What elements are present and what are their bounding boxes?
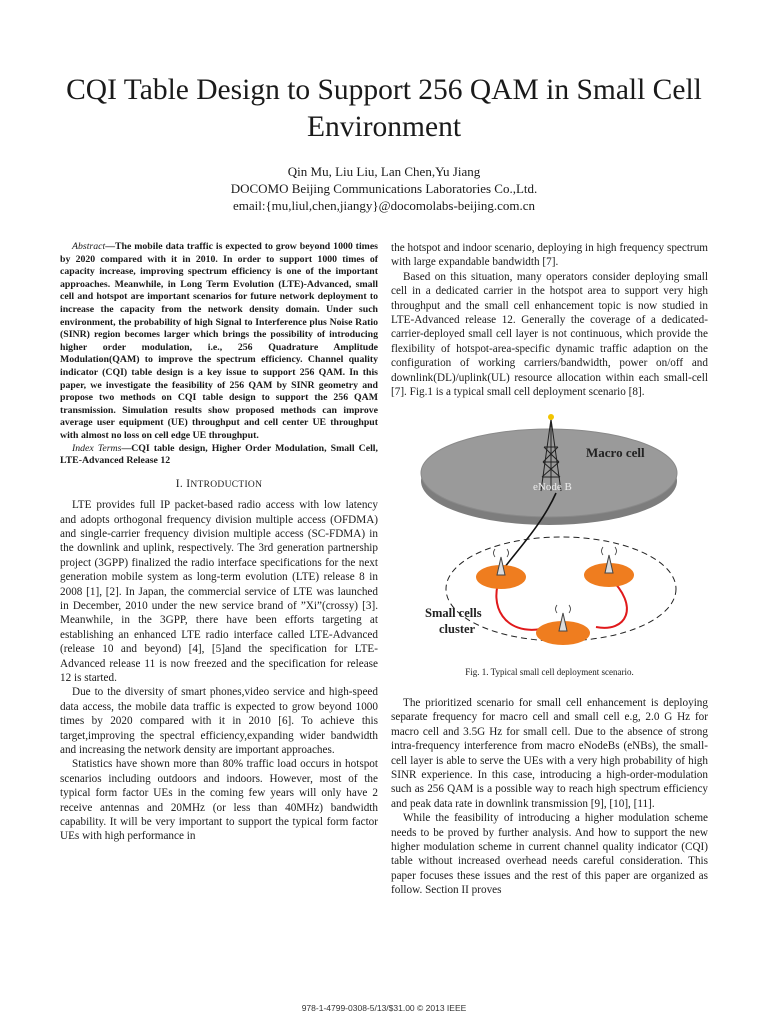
paper-title: CQI Table Design to Support 256 QAM in Small Cell Environment bbox=[66, 74, 702, 143]
author-affiliation: DOCOMO Beijing Communications Laboratories Co.,Ltd. bbox=[230, 181, 538, 196]
body-paragraph: LTE provides full IP packet-based radio access with low latency and adopts orthogonal frequency division multiple access (OFDMA) and single-carrier frequency division multiple access (SC-FDMA) in the downlink and uplink, respectively. The 3rd generation partnership project (3GPP) finalized the radio interface specifications for the next generation mobile system as long-term evolution (LTE) release 8 in 2008 [1], [2]. In Japan, the commercial service of LTE was launched in December, 2010 under the new service brand of ”Xi”(crossy) [3]. Meanwhile, in the 3GPP, there have been efforts targeting at establishing an enhanced LTE radio interface called LTE-Advanced (release 10 and beyond) [4], [5]and the specification for LTE-Advanced release 11 is now freezed and the specification for release 12 is started. bbox=[60, 499, 378, 684]
figure-small-cell-deployment bbox=[391, 407, 708, 665]
author-block bbox=[40, 163, 728, 214]
cluster-label-line2: cluster bbox=[439, 622, 476, 637]
index-terms-label: Index Terms bbox=[72, 442, 122, 454]
section-heading-introduction bbox=[60, 477, 378, 492]
macro-cell-disc bbox=[421, 429, 677, 517]
macro-cell-label: Macro cell bbox=[586, 445, 645, 461]
right-column bbox=[391, 241, 708, 898]
body-paragraph: the hotspot and indoor scenario, deploying in high frequency spectrum with large expandable bandwidth [7]. bbox=[391, 242, 708, 269]
abstract-text: —The mobile data traffic is expected to grow beyond 1000 times by 2020 compared with it in 2010. In order to support 1000 times of capacity increase, improving spectrum efficiency is one of the important approaches. Meanwhile, in Long Term Evolution (LTE)-Advanced, small cell and hotspot are important scenarios for future network deployment to increase the capacity from the network density domain. Under such environment, the probability of high Signal to Interference plus Noise Ratio (SINR) region becomes larger which brings the possibility of introducing higher order modulation, i.e., 256 Quadrature Amplitude Modulation(QAM) to improve the spectrum efficiency. Channel quality indicator (CQI) table design is a key issue to support 256 QAM. In this paper, we investigate the feasibility of 256 QAM by SINR geometry and propose two methods on CQI table design to support the 256 QAM transmission. Simulation results show proposed methods can improve average user equipment (UE) throughput and cell center UE throughput with almost no loss on cell edge UE throughput. bbox=[60, 241, 378, 441]
abstract-label: Abstract bbox=[72, 241, 106, 252]
body-paragraph: While the feasibility of introducing a higher modulation scheme needs to be proved by further analysis. And how to support the new higher modulation scheme in current channel quality indicator (CQI) table without increased overhead needs careful consideration. This paper focuses these issues and the rest of this paper are organized as follow. Section II proves bbox=[391, 812, 708, 897]
index-terms bbox=[60, 443, 378, 468]
body-paragraph: The prioritized scenario for small cell enhancement is deploying separate frequency for macro cell and small cell e.g, 2.0 G Hz for macro cell and 3.5G Hz for small cell. Due to the absence of strong intra-frequency interference from macro eNodeBs (eNBs), the small-cell layer is able to serve the UEs with a very high probability of high SINR experience. In this case, introducing a high-order-modulation such as 256 QAM is a possible way to reach high spectrum efficiency and peak data rate in downlink transmission [9], [10], [11]. bbox=[391, 696, 708, 810]
section-numeral: I. I bbox=[175, 477, 191, 490]
author-names: Qin Mu, Liu Liu, Lan Chen,Yu Jiang bbox=[287, 164, 481, 179]
body-paragraph: Based on this situation, many operators consider deploying small cell in a dedicated carrier in the hotspot area to support very high throughput and the small cell enhancement topic is now studied in LTE-Advanced release 12. Generally the coverage of a dedicated-carrier-deployed small cell layer is not continuous, which provide the flexibility of hotspot-area-specific dynamic traffic adaption on the configuration of working carriers/bandwidth, power on/off and downlink(DL)/uplink(UL) resource allocation within each small-cell [7]. Fig.1 is a typical small cell deployment scenario [8]. bbox=[391, 270, 708, 399]
author-email: email:{mu,liul,chen,jiangy}@docomolabs-beijing.com.cn bbox=[232, 198, 536, 213]
tower-beacon-icon bbox=[548, 414, 554, 420]
body-paragraph: Statistics have shown more than 80% traffic load occurs in hotspot scenarios including outdoors and indoors. However, most of the typical form factor UEs in the coming few years will only have 2 receive antennas and 20MHz (or less than 40MHz) bandwidth capability. It will be very important to support the typical form factor UEs with high performance in bbox=[60, 758, 378, 843]
left-column bbox=[60, 241, 378, 844]
cluster-label-line1: Small cells bbox=[425, 606, 482, 621]
body-paragraph: Due to the diversity of smart phones,video service and high-speed data access, the mobile data traffic is expected to grow beyond 1000 times by 2020 compared with it in 2010 [6]. To achieve this target,improving the spectral efficiency,expanding wider bandwidth and increasing the network density are important approaches. bbox=[60, 686, 378, 756]
section-title: NTRODUCTION bbox=[190, 479, 263, 490]
enodeb-label: eNode B bbox=[533, 481, 572, 494]
figure-caption: Fig. 1. Typical small cell deployment scenario. bbox=[465, 667, 634, 678]
copyright-footer: 978-1-4799-0308-5/13/$31.00 © 2013 IEEE bbox=[301, 1003, 467, 1013]
abstract bbox=[60, 241, 378, 443]
index-terms-text: —CQI table design, Higher Order Modulation, Small Cell, LTE-Advanced Release 12 bbox=[60, 442, 378, 467]
deployment-diagram bbox=[391, 407, 708, 665]
